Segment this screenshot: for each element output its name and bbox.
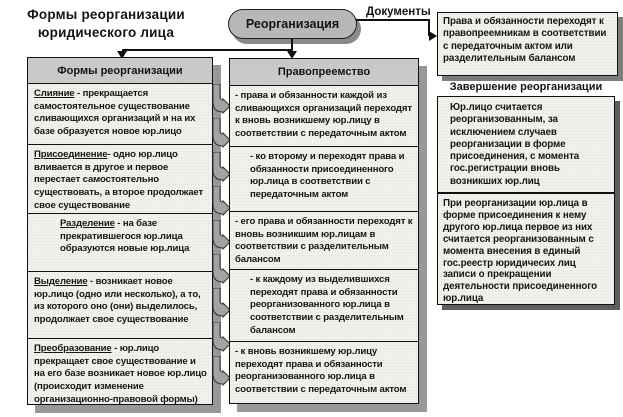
completion-box-general: Юр.лицо считается реорганизованным, за исключением случаев реорганизации в форме присоединения, с момента гос.регистрации вновь возникших юр.лиц xyxy=(437,96,615,193)
forms-column xyxy=(27,57,213,405)
reorganization-node xyxy=(228,9,357,39)
bent-arrow-icon xyxy=(210,288,230,320)
arrow-right-icon xyxy=(429,31,437,41)
form-term: Разделение xyxy=(60,218,115,229)
form-text: - одно юр.лицо вливается в другое и первое перестает самостоятельно существовать, а второе продолжает свое существование xyxy=(34,149,204,211)
form-row-merger xyxy=(28,84,212,144)
page-title: Формы реорганизации юридического лица xyxy=(27,7,185,40)
bent-arrow-icon xyxy=(210,152,230,184)
succession-row: - к вновь возникшему юр.лицу переходят права и обязанности реорганизованного юр.лица в соответствии с передаточным актом xyxy=(230,341,418,403)
succession-column-header: Правопреемство xyxy=(230,59,418,86)
form-term: Присоединение xyxy=(34,149,108,160)
form-row-accession xyxy=(28,144,212,213)
form-row-transformation xyxy=(28,338,212,404)
bent-arrow-icon xyxy=(210,254,230,286)
form-text: - возникает новое юр.лицо (одно или несколько), а то, из которого оно (они) выделилось, продолжает свое существование xyxy=(34,276,201,326)
completion-heading: Завершение реорганизации xyxy=(449,81,603,93)
succession-row: - права и обязанности каждой из сливающихся организаций переходят к вновь возникшему юр.лицу в соответствии с передаточным актом xyxy=(235,90,412,140)
form-term: Выделение xyxy=(34,276,88,287)
rights-transfer-text: Права и обязанности переходят к правопреемникам в соответствии с передаточным актом или разделительным балансом xyxy=(443,16,607,65)
succession-row: - к каждому из выделившихся переходят права и обязанности реорганизованного юр.лица в соответствии с разделительным балансом xyxy=(230,269,418,341)
form-term: Слияние xyxy=(34,88,75,99)
succession-row: - его права и обязанности переходят к вновь возникшим юр.лицам в соответствии с разделительным балансом xyxy=(230,211,418,269)
form-row-division xyxy=(28,213,212,271)
reorganization-node-label: Реорганизация xyxy=(245,17,340,31)
documents-label: Документы xyxy=(366,6,431,18)
bent-arrow-icon xyxy=(210,356,230,388)
form-text: - юр.лицо прекращает свое существование и на его базе возникает новое юр.лицо (происходит изменение организационно-правовой формы) xyxy=(34,343,207,404)
form-text: - на базе прекратившегося юр.лица образуются новые юр.лица xyxy=(60,218,190,255)
connector-line xyxy=(122,49,293,51)
bent-arrow-icon xyxy=(210,186,230,218)
form-row-spinoff xyxy=(28,271,212,338)
bent-arrow-icon xyxy=(210,220,230,252)
completion-box-accession: При реорганизации юр.лица в форме присоединения к нему другого юр.лица первое из них считается реорганизованным с момента внесения в единый гос.реестр юридичесих лиц записи о прекращении деятельности присоединенного юр.лица xyxy=(437,193,615,305)
bent-arrow-icon xyxy=(210,84,230,116)
bent-arrow-icon xyxy=(210,118,230,150)
forms-column-header: Формы реорганизации xyxy=(28,58,212,84)
rights-transfer-box xyxy=(437,12,618,76)
form-term: Преобразование xyxy=(34,343,112,354)
form-text: - прекращается самостоятельное существование сливающихся организаций и на их базе образуется новое юр.лицо xyxy=(34,88,196,138)
succession-column xyxy=(229,58,419,404)
connector-line xyxy=(356,19,430,21)
succession-row: - ко второму и переходят права и обязанности присоединенного юр.лица в соответствии с передаточным актом xyxy=(230,146,418,211)
bent-arrow-icon xyxy=(210,322,230,354)
